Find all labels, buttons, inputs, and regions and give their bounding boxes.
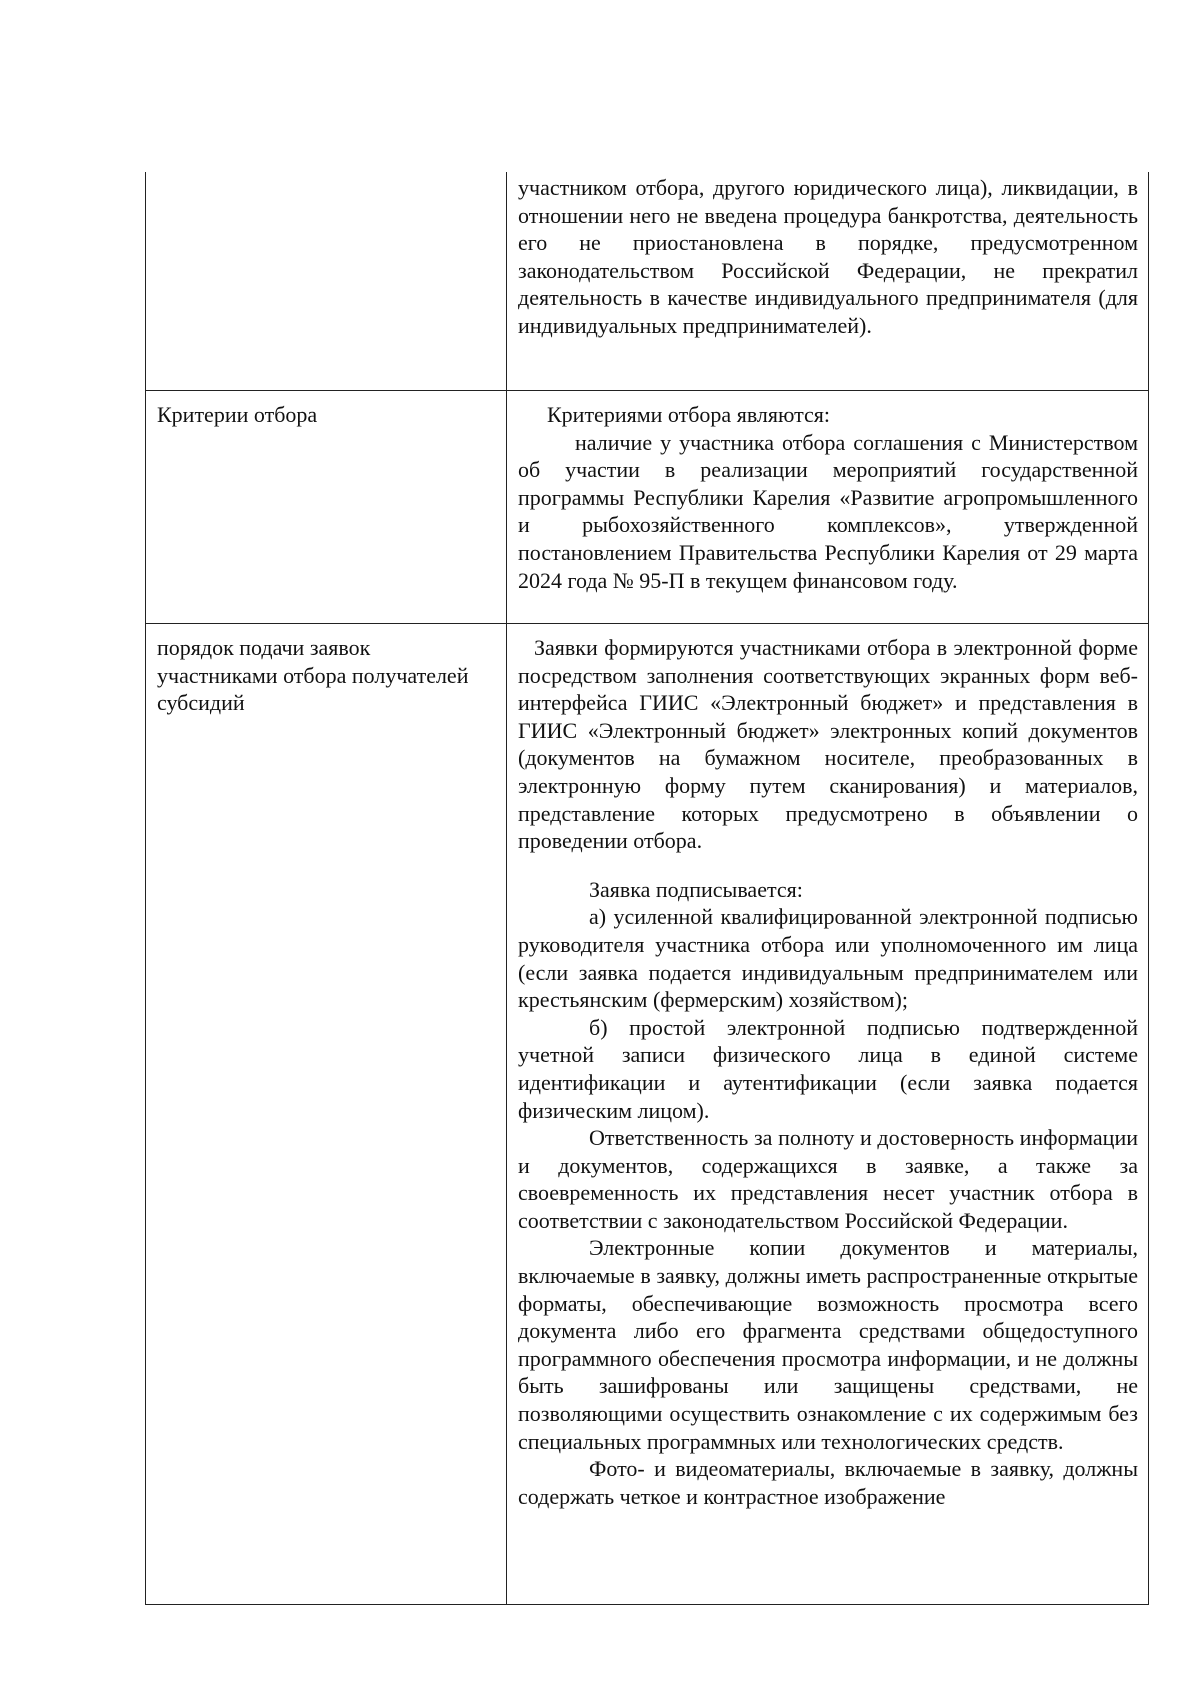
paragraph: наличие у участника отбора соглашения с Министерством об участии в реализации мероприятий государственной программы Республики Карелия «Развитие агропромышленного и рыбохозяйственного комплексов», утвержденной постановлением Правительства Республики Карелия от 29 марта 2024 года № 95-П в текущем финансовом году.: [518, 429, 1138, 593]
paragraph: Заявка подписывается:: [589, 876, 803, 902]
table-cell-right: [507, 624, 1149, 1605]
paragraph: Фото- и видеоматериалы, включаемые в заявку, должны содержать четкое и контрастное изображение: [518, 1456, 1138, 1509]
document-table: [145, 172, 1149, 1605]
row-label: [146, 172, 506, 188]
table-cell-right: [507, 172, 1149, 391]
table-cell-left: [146, 172, 507, 391]
paragraph: Заявки формируются участниками отбора в электронной форме посредством заполнения соответствующих экранных форм веб-интерфейса ГИИС «Электронный бюджет» и представления в ГИИС «Электронный бюджет» электронных копий документов (документов на бумажном носителе, преобразованных в электронную форму путем сканирования) и материалов, представление которых предусмотрено в объявлении о проведении отбора.: [518, 635, 1138, 854]
paragraph: Ответственность за полноту и достоверность информации и документов, содержащихся в заявке, а также за своевременность их представления несет участник отбора в соответствии с законодательством Российской Федерации.: [518, 1125, 1138, 1233]
row-label: Критерии отбора: [157, 402, 318, 427]
paragraph: участником отбора, другого юридического лица), ликвидации, в отношении него не введена процедура банкротства, деятельность его не приостановлена в порядке, предусмотренном законодательством Российской Федерации, не прекратил деятельность в качестве индивидуального предпринимателя (для индивидуальных предпринимателей).: [518, 175, 1138, 338]
table-row: [146, 391, 1149, 624]
table-row: [146, 624, 1149, 1605]
row-label: порядок подачи заявок участниками отбора получателей субсидий: [157, 635, 469, 716]
paragraph: б) простой электронной подписью подтвержденной учетной записи физического лица в единой системе идентификации и аутентификации (если заявка подается физическим лицом).: [518, 1014, 1138, 1123]
table-cell-right: [507, 391, 1149, 624]
table-row: [146, 172, 1149, 391]
table-cell-left: [146, 624, 507, 1605]
paragraph: а) усиленной квалифицированной электронной подписью руководителя участника отбора или уполномоченного им лица (если заявка подается индивидуальным предпринимателем или крестьянским (фермерским) хозяйством);: [518, 904, 1138, 1013]
paragraph: Критериями отбора являются:: [547, 402, 831, 427]
paragraph-gap: [518, 855, 1138, 876]
paragraph: Электронные копии документов и материалы, включаемые в заявку, должны иметь распространенные открытые форматы, обеспечивающие возможность просмотра всего документа либо его фрагмента средствами общедоступного программного обеспечения просмотра информации, и не должны быть зашифрованы или защищены средствами, не позволяющими осуществить ознакомление с их содержимым без специальных программных или технологических средств.: [518, 1235, 1138, 1454]
table-cell-left: [146, 391, 507, 624]
